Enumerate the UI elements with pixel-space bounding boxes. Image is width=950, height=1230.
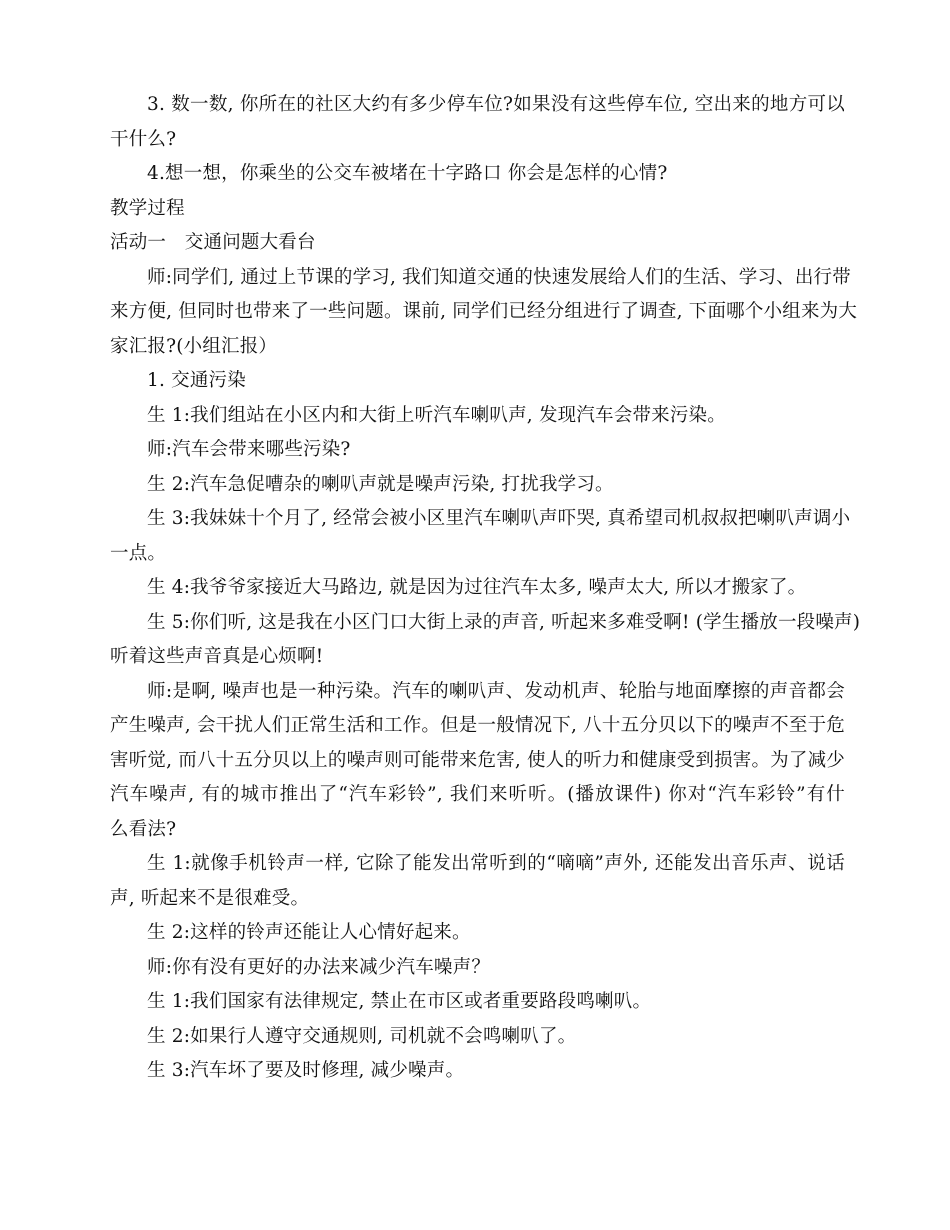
student-1-ringtone-line-1: 生 1:就像手机铃声一样, 它除了能发出常听到的“嘀嘀”声外, 还能发出音乐声、说话 — [147, 853, 845, 874]
teacher-question-reduce-noise: 师:你有没有更好的办法来减少汽车噪声？ — [147, 956, 491, 978]
teacher-noise-line-3: 害听觉, 而八十五分贝以上的噪声则可能带来危害, 使人的听力和健康受到损害。为了减少 — [110, 749, 845, 771]
question-4: 4.想一想，你乘坐的公交车被堵在十字路口 你会是怎样的心情? — [147, 163, 668, 184]
question-3-line-1: 3. 数一数, 你所在的社区大约有多少停车位?如果没有这些停车位, 空出来的地方可以 — [147, 94, 845, 115]
teacher-noise-line-2: 产生噪声, 会干扰人们正常生活和工作。但是一般情况下, 八十五分贝以下的噪声不至于危 — [110, 715, 845, 736]
student-4-statement: 生 4:我爷爷家接近大马路边, 就是因为过往汽车太多, 噪声太大, 所以才搬家了。 — [147, 577, 807, 598]
teacher-noise-line-1: 师:是啊, 噪声也是一种污染。汽车的喇叭声、发动机声、轮胎与地面摩擦的声音都会 — [147, 680, 845, 702]
document-page — [110, 88, 861, 1089]
student-2-ringtone: 生 2:这样的铃声还能让人心情好起来。 — [147, 922, 471, 943]
teacher-noise-line-5: 么看法? — [110, 818, 177, 840]
student-1-ringtone-line-2: 声, 听起来不是很难受。 — [110, 887, 310, 909]
section-heading-teaching-process: 教学过程 — [110, 197, 185, 219]
activity-heading: 活动一 交通问题大看台 — [110, 232, 316, 253]
student-3-repair: 生 3:汽车坏了要及时修理, 减少噪声。 — [147, 1060, 465, 1081]
student-1-law: 生 1:我们国家有法律规定, 禁止在市区或者重要路段鸣喇叭。 — [147, 991, 652, 1012]
teacher-intro-line-3: 家汇报?(小组汇报） — [110, 335, 278, 357]
question-3-line-2: 干什么? — [110, 128, 177, 150]
student-5-statement-line-2: 听着这些声音真是心烦啊! — [110, 646, 324, 667]
teacher-intro-line-2: 来方便, 但同时也带来了一些问题。课前, 同学们已经分组进行了调查, 下面哪个小组来为大 — [110, 301, 858, 322]
student-1-statement: 生 1:我们组站在小区内和大街上听汽车喇叭声, 发现汽车会带来污染。 — [147, 404, 726, 426]
student-2-statement: 生 2:汽车急促嘈杂的喇叭声就是噪声污染, 打扰我学习。 — [147, 473, 614, 495]
student-5-statement-line-1: 生 5:你们听, 这是我在小区门口大街上录的声音, 听起来多难受啊! (学生播放一段噪声) — [147, 611, 861, 633]
teacher-intro-line-1: 师:同学们, 通过上节课的学习, 我们知道交通的快速发展给人们的生活、学习、出行带 — [147, 266, 851, 288]
subheading-traffic-pollution: 1. 交通污染 — [147, 370, 246, 391]
teacher-noise-line-4: 汽车噪声, 有的城市推出了“汽车彩铃”, 我们来听听。(播放课件) 你对“汽车彩铃”有什 — [110, 784, 845, 805]
student-2-pedestrians: 生 2:如果行人遵守交通规则, 司机就不会鸣喇叭了。 — [147, 1025, 577, 1047]
student-3-statement-line-1: 生 3:我妹妹十个月了, 经常会被小区里汽车喇叭声吓哭, 真希望司机叔叔把喇叭声调小 — [147, 508, 851, 529]
teacher-question-pollution: 师:汽车会带来哪些污染? — [147, 439, 351, 460]
student-3-statement-line-2: 一点。 — [110, 542, 167, 564]
